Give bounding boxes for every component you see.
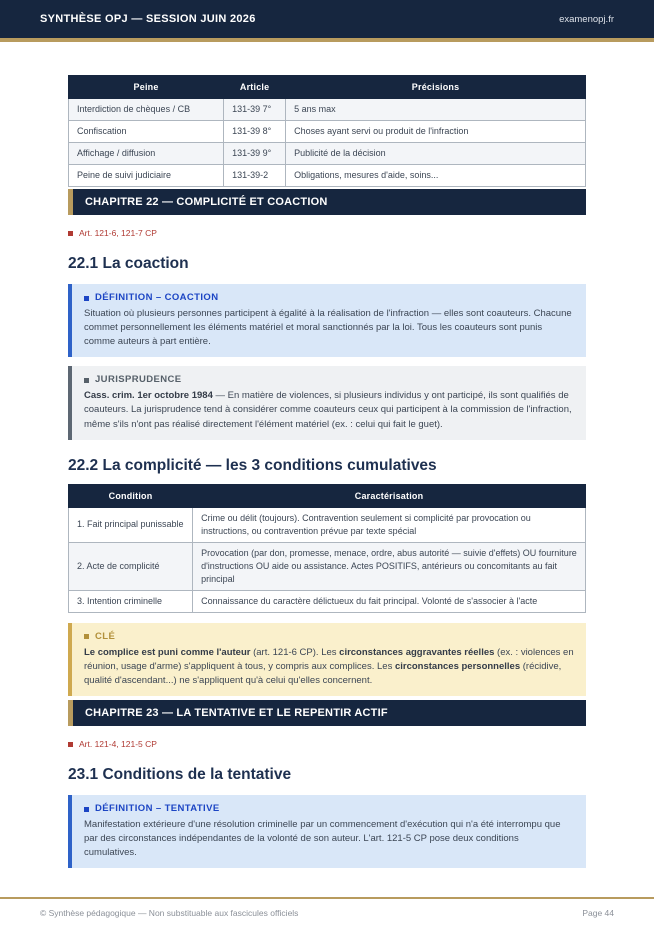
definition-box-label: DÉFINITION – COACTION bbox=[95, 292, 219, 304]
page-footer bbox=[0, 897, 654, 926]
table-row bbox=[69, 507, 586, 542]
table-cell: 5 ans max bbox=[286, 99, 586, 121]
table-cell: Obligations, mesures d'aide, soins... bbox=[286, 165, 586, 187]
article-references-label: Art. 121-4, 121-5 CP bbox=[79, 739, 157, 750]
definition-box-body: Manifestation extérieure d'une résolution criminelle par un commencement d'exécution qui n'a été interrompu que par des circonstances indépendantes de la volonté de son auteur. L'art. 121-5 CP pose deux conditions cumulatives. bbox=[84, 819, 561, 859]
table-header-row bbox=[69, 484, 586, 507]
definition-box-title bbox=[84, 291, 574, 305]
jurisprudence-box-label: JURISPRUDENCE bbox=[95, 374, 182, 386]
square-bullet-icon bbox=[68, 742, 73, 747]
definition-box-tentative bbox=[68, 795, 586, 868]
column-header: Peine bbox=[69, 76, 224, 99]
jurisprudence-box-body bbox=[84, 389, 574, 431]
key-point-box-label: CLÉ bbox=[95, 630, 116, 642]
table-cell: Crime ou délit (toujours). Contravention seulement si complicité par provocation ou instructions, ou contravention prévue par texte spécial bbox=[193, 507, 586, 542]
square-bullet-icon bbox=[84, 807, 89, 812]
definition-box-coaction bbox=[68, 284, 586, 357]
header-site-url: examenopj.fr bbox=[559, 13, 614, 25]
conditions-table bbox=[68, 484, 586, 613]
jurisprudence-text: — En matière de violences, si plusieurs individus y ont participé, ils sont qualifiés de coauteurs. La jurisprudence tend à considérer comme coauteurs ceux qui participent à la commission de l'infraction, même s'ils n'ont pas réalisé directement l'élément matériel (ex. : celui qui fait le guet). bbox=[84, 390, 572, 430]
table-row bbox=[69, 99, 586, 121]
table-cell: Interdiction de chèques / CB bbox=[69, 99, 224, 121]
square-bullet-icon bbox=[84, 296, 89, 301]
footer-page-number: Page 44 bbox=[582, 907, 614, 918]
table-header-row bbox=[69, 76, 586, 99]
section-23-1-title: 23.1 Conditions de la tentative bbox=[68, 766, 292, 784]
table-row bbox=[69, 143, 586, 165]
table-cell: 3. Intention criminelle bbox=[69, 590, 193, 612]
case-reference: Cass. crim. 1er octobre 1984 bbox=[84, 390, 213, 402]
definition-box-body: Situation où plusieurs personnes participent à égalité à la réalisation de l'infraction — elles sont coauteurs. Chacune commet personnellement les éléments matériel et moral sanctionnés par la loi. Tous les coauteurs sont punis comme auteurs à part entière. bbox=[84, 308, 572, 348]
key-bold-text: circonstances personnelles bbox=[394, 660, 521, 672]
square-bullet-icon bbox=[84, 634, 89, 639]
table-cell: 2. Acte de complicité bbox=[69, 542, 193, 590]
table-cell: Publicité de la décision bbox=[286, 143, 586, 165]
page-content bbox=[68, 75, 586, 868]
table-row bbox=[69, 121, 586, 143]
definition-box-label: DÉFINITION – TENTATIVE bbox=[95, 803, 220, 815]
table-cell: Choses ayant servi ou produit de l'infraction bbox=[286, 121, 586, 143]
table-cell: Connaissance du caractère délictueux du fait principal. Volonté de s'associer à l'acte bbox=[193, 590, 586, 612]
square-bullet-icon bbox=[68, 231, 73, 236]
column-header: Précisions bbox=[286, 76, 586, 99]
key-point-box bbox=[68, 623, 586, 696]
footer-copyright: © Synthèse pédagogique — Non substituable aux fascicules officiels bbox=[40, 907, 299, 918]
key-point-box-body bbox=[84, 646, 574, 688]
chapter-23-header: CHAPITRE 23 — LA TENTATIVE ET LE REPENTIR ACTIF bbox=[68, 700, 586, 726]
article-references-label: Art. 121-6, 121-7 CP bbox=[79, 228, 157, 239]
section-22-1-title: 22.1 La coaction bbox=[68, 255, 189, 273]
table-cell: 1. Fait principal punissable bbox=[69, 507, 193, 542]
key-bold-text: Le complice est puni comme l'auteur bbox=[84, 646, 251, 658]
column-header: Article bbox=[224, 76, 286, 99]
table-cell: 131-39 7° bbox=[224, 99, 286, 121]
table-cell: 131-39 8° bbox=[224, 121, 286, 143]
chapter-22-header: CHAPITRE 22 — COMPLICITÉ ET COACTION bbox=[68, 189, 586, 215]
column-header: Condition bbox=[69, 484, 193, 507]
key-text: (récidive, qualité d'ascendant...) ne s'appliquent qu'à celui qu'elles concernent. bbox=[84, 660, 562, 686]
article-references bbox=[68, 739, 586, 749]
key-text: (art. 121-6 CP). Les bbox=[250, 646, 340, 658]
jurisprudence-box-title bbox=[84, 373, 574, 387]
table-cell: 131-39 9° bbox=[224, 143, 286, 165]
column-header: Caractérisation bbox=[193, 484, 586, 507]
table-row bbox=[69, 165, 586, 187]
key-point-box-title bbox=[84, 630, 574, 644]
article-references bbox=[68, 228, 586, 238]
section-22-2-title: 22.2 La complicité — les 3 conditions cumulatives bbox=[68, 456, 437, 474]
key-text: (ex. : violences en réunion, usage d'arme) s'appliquent à tous, y compris aux complices. Les bbox=[84, 646, 574, 672]
table-row bbox=[69, 590, 586, 612]
definition-box-title bbox=[84, 802, 574, 816]
square-bullet-icon bbox=[84, 378, 89, 383]
table-cell: Confiscation bbox=[69, 121, 224, 143]
header-title: SYNTHÈSE OPJ — SESSION JUIN 2026 bbox=[40, 13, 256, 25]
page-header bbox=[0, 0, 654, 42]
table-cell: 131-39-2 bbox=[224, 165, 286, 187]
penalties-table bbox=[68, 75, 586, 187]
table-row bbox=[69, 542, 586, 590]
table-cell: Peine de suivi judiciaire bbox=[69, 165, 224, 187]
table-cell: Affichage / diffusion bbox=[69, 143, 224, 165]
key-bold-text: circonstances aggravantes réelles bbox=[339, 646, 495, 658]
table-cell: Provocation (par don, promesse, menace, ordre, abus autorité — suivie d'effets) OU fourniture d'instructions OU aide ou assistance. Actes POSITIFS, antérieurs ou concomitants au fait principal bbox=[193, 542, 586, 590]
jurisprudence-box bbox=[68, 366, 586, 439]
